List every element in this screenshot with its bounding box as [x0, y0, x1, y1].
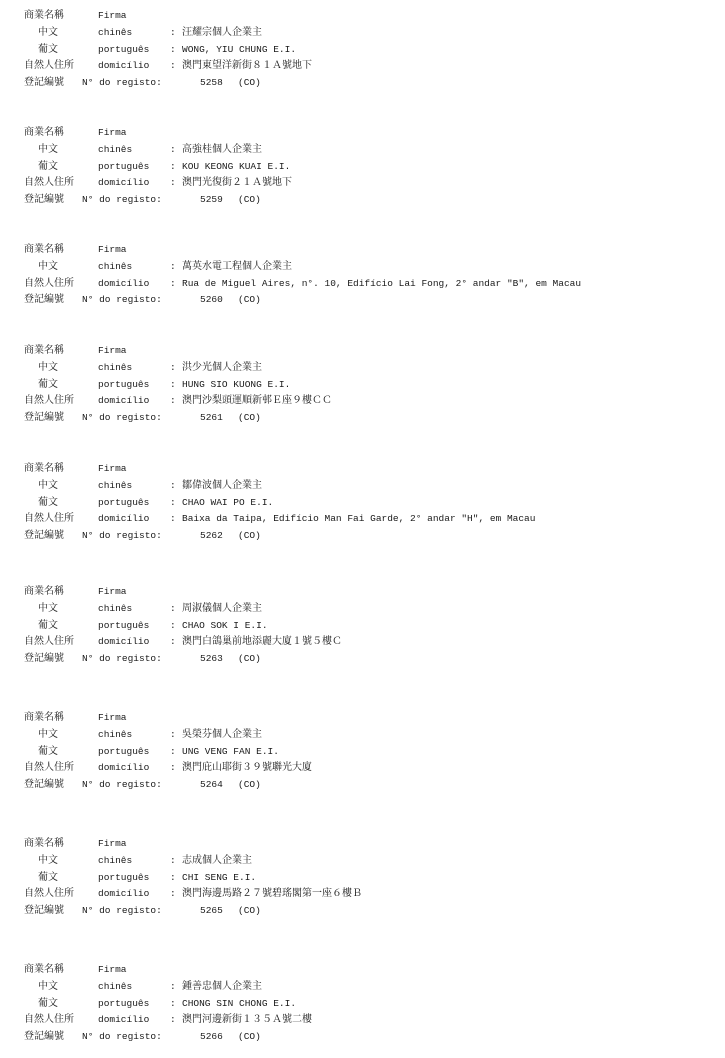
firma-label-zh: 商業名稱	[24, 127, 64, 138]
registo-line	[24, 528, 714, 545]
domicilio-label-zh: 自然人住所	[24, 888, 74, 900]
chines-line	[24, 360, 714, 377]
colon: :	[170, 854, 176, 866]
registration-number: 5264	[200, 779, 223, 791]
registo-line	[24, 410, 714, 427]
colon: :	[170, 479, 176, 491]
firma-label-pt: Firma	[98, 244, 127, 255]
domicilio-label-zh: 自然人住所	[24, 177, 74, 189]
registo-line	[24, 192, 714, 209]
chines-label-pt: chinês	[98, 980, 133, 992]
colon: :	[170, 745, 176, 757]
domicilio-label-pt: domicílio	[98, 1014, 150, 1026]
firm-name-chinese: 周淑儀個人企業主	[182, 602, 262, 614]
registration-code: (CO)	[238, 530, 261, 542]
registration-number: 5262	[200, 530, 223, 542]
registration-number: 5260	[200, 294, 223, 306]
portugues-label-zh: 葡文	[38, 745, 58, 757]
domicile-address: 澳門庇山耶街３９號聯光大廈	[182, 762, 312, 774]
chines-line	[24, 727, 714, 744]
portugues-line	[24, 618, 714, 635]
domicilio-label-zh: 自然人住所	[24, 277, 74, 289]
firma-label-zh: 商業名稱	[24, 838, 64, 849]
firm-name-chinese: 汪耀宗個人企業主	[182, 26, 262, 38]
registo-label-zh: 登記編號	[24, 77, 64, 89]
chines-line	[24, 142, 714, 159]
chines-label-pt: chinês	[98, 260, 133, 272]
firm-name-chinese: 鍾善忠個人企業主	[182, 980, 262, 992]
domicile-address: 澳門東望洋新街８１Ａ號地下	[182, 60, 312, 72]
colon: :	[170, 513, 176, 525]
colon: :	[170, 728, 176, 740]
registration-code: (CO)	[238, 779, 261, 791]
firma-heading-line	[24, 836, 714, 853]
registo-line	[24, 777, 714, 794]
registo-label-zh: 登記編號	[24, 412, 64, 424]
domicilio-label-pt: domicílio	[98, 177, 150, 189]
firma-label-zh: 商業名稱	[24, 586, 64, 597]
registo-label-pt: N° do registo:	[82, 412, 162, 424]
portugues-label-pt: português	[98, 160, 150, 172]
chines-label-zh: 中文	[38, 728, 58, 740]
firma-heading-line	[24, 584, 714, 601]
domicilio-label-pt: domicílio	[98, 513, 150, 525]
domicile-address: 澳門河邊新街１３５Ａ號二樓	[182, 1014, 312, 1026]
firma-label-zh: 商業名稱	[24, 964, 64, 975]
chines-label-zh: 中文	[38, 479, 58, 491]
firm-name-portuguese: KOU KEONG KUAI E.I.	[182, 160, 291, 172]
colon: :	[170, 60, 176, 72]
domicile-address: 澳門沙梨頭運順新邨Ｅ座９樓ＣＣ	[182, 395, 332, 407]
portugues-label-pt: português	[98, 496, 150, 508]
domicilio-label-zh: 自然人住所	[24, 513, 74, 525]
colon: :	[170, 361, 176, 373]
firma-label-zh: 商業名稱	[24, 10, 64, 21]
colon: :	[170, 496, 176, 508]
colon: :	[170, 143, 176, 155]
colon: :	[170, 177, 176, 189]
domicilio-line	[24, 175, 714, 192]
registration-code: (CO)	[238, 905, 261, 917]
registo-line	[24, 1029, 714, 1046]
portugues-label-pt: português	[98, 619, 150, 631]
domicilio-label-pt: domicílio	[98, 762, 150, 774]
portugues-line	[24, 377, 714, 394]
domicile-address: 澳門光復街２１Ａ號地下	[182, 177, 292, 189]
domicilio-label-pt: domicílio	[98, 888, 150, 900]
registo-label-zh: 登記編號	[24, 530, 64, 542]
domicilio-label-pt: domicílio	[98, 60, 150, 72]
chines-label-zh: 中文	[38, 361, 58, 373]
colon: :	[170, 762, 176, 774]
portugues-label-zh: 葡文	[38, 871, 58, 883]
registo-label-zh: 登記編號	[24, 194, 64, 206]
portugues-label-pt: português	[98, 871, 150, 883]
colon: :	[170, 277, 176, 289]
portugues-label-zh: 葡文	[38, 496, 58, 508]
registration-number: 5263	[200, 653, 223, 665]
chines-label-zh: 中文	[38, 26, 58, 38]
registo-label-pt: N° do registo:	[82, 530, 162, 542]
chines-label-pt: chinês	[98, 728, 133, 740]
chines-label-pt: chinês	[98, 854, 133, 866]
registration-number: 5265	[200, 905, 223, 917]
chines-line	[24, 25, 714, 42]
domicilio-label-pt: domicílio	[98, 395, 150, 407]
chines-line	[24, 601, 714, 618]
portugues-line	[24, 996, 714, 1013]
registration-code: (CO)	[238, 412, 261, 424]
registration-number: 5259	[200, 194, 223, 206]
firma-heading-line	[24, 242, 714, 259]
domicilio-label-zh: 自然人住所	[24, 1014, 74, 1026]
chines-label-pt: chinês	[98, 479, 133, 491]
firm-name-portuguese: CHI SENG E.I.	[182, 871, 257, 883]
registo-line	[24, 651, 714, 668]
firm-name-chinese: 高強桂個人企業主	[182, 143, 262, 155]
chines-label-pt: chinês	[98, 361, 133, 373]
domicilio-label-pt: domicílio	[98, 636, 150, 648]
firma-label-pt: Firma	[98, 586, 127, 597]
firm-name-portuguese: UNG VENG FAN E.I.	[182, 745, 279, 757]
portugues-line	[24, 159, 714, 176]
chines-label-zh: 中文	[38, 854, 58, 866]
colon: :	[170, 619, 176, 631]
domicile-address: Baixa da Taipa, Edifício Man Fai Garde, 2° andar "H", em Macau	[182, 513, 536, 525]
firma-label-zh: 商業名稱	[24, 712, 64, 723]
portugues-label-zh: 葡文	[38, 43, 58, 55]
domicilio-line	[24, 634, 714, 651]
firma-label-pt: Firma	[98, 127, 127, 138]
firma-label-pt: Firma	[98, 463, 127, 474]
portugues-label-zh: 葡文	[38, 619, 58, 631]
chines-label-pt: chinês	[98, 602, 133, 614]
chines-label-zh: 中文	[38, 980, 58, 992]
chines-label-zh: 中文	[38, 143, 58, 155]
firm-name-chinese: 吳榮芬個人企業主	[182, 728, 262, 740]
firm-name-portuguese: HUNG SIO KUONG E.I.	[182, 378, 291, 390]
portugues-line	[24, 744, 714, 761]
registration-code: (CO)	[238, 194, 261, 206]
firma-heading-line	[24, 125, 714, 142]
firm-name-portuguese: CHAO SOK I E.I.	[182, 619, 268, 631]
domicile-address: Rua de Miguel Aires, n°. 10, Edifício Lai Fong, 2° andar "B", em Macau	[182, 277, 582, 289]
chines-line	[24, 979, 714, 996]
firma-label-pt: Firma	[98, 712, 127, 723]
chines-label-zh: 中文	[38, 602, 58, 614]
firm-name-chinese: 志成個人企業主	[182, 854, 252, 866]
domicilio-line	[24, 393, 714, 410]
registo-label-pt: N° do registo:	[82, 653, 162, 665]
firma-heading-line	[24, 710, 714, 727]
colon: :	[170, 395, 176, 407]
domicile-address: 澳門白鴿巢前地添麗大廈１號５樓Ｃ	[182, 636, 342, 648]
registo-label-pt: N° do registo:	[82, 905, 162, 917]
firma-label-pt: Firma	[98, 964, 127, 975]
domicilio-label-zh: 自然人住所	[24, 60, 74, 72]
firm-name-chinese: 鄒偉波個人企業主	[182, 479, 262, 491]
firm-name-chinese: 洪少光個人企業主	[182, 361, 262, 373]
colon: :	[170, 602, 176, 614]
registo-line	[24, 75, 714, 92]
registo-label-pt: N° do registo:	[82, 779, 162, 791]
registo-label-zh: 登記編號	[24, 779, 64, 791]
firma-label-zh: 商業名稱	[24, 345, 64, 356]
registration-number: 5258	[200, 77, 223, 89]
chines-line	[24, 259, 714, 276]
chines-line	[24, 853, 714, 870]
registo-label-zh: 登記編號	[24, 1031, 64, 1043]
firma-label-pt: Firma	[98, 838, 127, 849]
firma-heading-line	[24, 8, 714, 25]
portugues-line	[24, 495, 714, 512]
firm-entry-5264	[24, 710, 714, 794]
firm-name-portuguese: WONG, YIU CHUNG E.I.	[182, 43, 297, 55]
chines-label-zh: 中文	[38, 260, 58, 272]
firm-entry-5258	[24, 8, 714, 92]
firm-entry-5265	[24, 836, 714, 920]
colon: :	[170, 43, 176, 55]
registration-code: (CO)	[238, 1031, 261, 1043]
firma-label-zh: 商業名稱	[24, 244, 64, 255]
registo-label-pt: N° do registo:	[82, 1031, 162, 1043]
colon: :	[170, 871, 176, 883]
portugues-line	[24, 42, 714, 59]
firm-name-portuguese: CHAO WAI PO E.I.	[182, 496, 274, 508]
firma-label-zh: 商業名稱	[24, 463, 64, 474]
registo-label-pt: N° do registo:	[82, 77, 162, 89]
firm-entry-5261	[24, 343, 714, 427]
firm-name-portuguese: CHONG SIN CHONG E.I.	[182, 997, 297, 1009]
domicilio-line	[24, 886, 714, 903]
colon: :	[170, 636, 176, 648]
registo-label-zh: 登記編號	[24, 653, 64, 665]
domicilio-line	[24, 276, 714, 293]
colon: :	[170, 1014, 176, 1026]
firm-entry-5260	[24, 242, 714, 309]
portugues-label-zh: 葡文	[38, 378, 58, 390]
colon: :	[170, 980, 176, 992]
domicilio-line	[24, 1012, 714, 1029]
firma-label-pt: Firma	[98, 10, 127, 21]
registo-line	[24, 903, 714, 920]
colon: :	[170, 997, 176, 1009]
chines-label-pt: chinês	[98, 26, 133, 38]
firm-entry-5263	[24, 584, 714, 668]
chines-label-pt: chinês	[98, 143, 133, 155]
domicile-address: 澳門海邊馬路２７號碧瑤閣第一座６樓Ｂ	[182, 888, 362, 900]
colon: :	[170, 888, 176, 900]
chines-line	[24, 478, 714, 495]
portugues-label-pt: português	[98, 43, 150, 55]
domicilio-line	[24, 511, 714, 528]
portugues-line	[24, 870, 714, 887]
registration-code: (CO)	[238, 653, 261, 665]
registo-line	[24, 292, 714, 309]
colon: :	[170, 160, 176, 172]
domicilio-label-pt: domicílio	[98, 277, 150, 289]
firma-heading-line	[24, 343, 714, 360]
firm-name-chinese: 萬英水電工程個人企業主	[182, 260, 292, 272]
domicilio-label-zh: 自然人住所	[24, 395, 74, 407]
registo-label-pt: N° do registo:	[82, 294, 162, 306]
colon: :	[170, 260, 176, 272]
portugues-label-zh: 葡文	[38, 997, 58, 1009]
domicilio-label-zh: 自然人住所	[24, 762, 74, 774]
registration-code: (CO)	[238, 77, 261, 89]
registo-label-zh: 登記編號	[24, 905, 64, 917]
domicilio-label-zh: 自然人住所	[24, 636, 74, 648]
portugues-label-pt: português	[98, 745, 150, 757]
colon: :	[170, 378, 176, 390]
registration-code: (CO)	[238, 294, 261, 306]
registo-label-zh: 登記編號	[24, 294, 64, 306]
firma-label-pt: Firma	[98, 345, 127, 356]
firm-entry-5259	[24, 125, 714, 209]
registration-number: 5261	[200, 412, 223, 424]
colon: :	[170, 26, 176, 38]
portugues-label-pt: português	[98, 378, 150, 390]
firma-heading-line	[24, 962, 714, 979]
firm-entry-5262	[24, 461, 714, 545]
portugues-label-pt: português	[98, 997, 150, 1009]
portugues-label-zh: 葡文	[38, 160, 58, 172]
domicilio-line	[24, 760, 714, 777]
firm-entry-5266	[24, 962, 714, 1046]
firma-heading-line	[24, 461, 714, 478]
domicilio-line	[24, 58, 714, 75]
registration-number: 5266	[200, 1031, 223, 1043]
registo-label-pt: N° do registo:	[82, 194, 162, 206]
